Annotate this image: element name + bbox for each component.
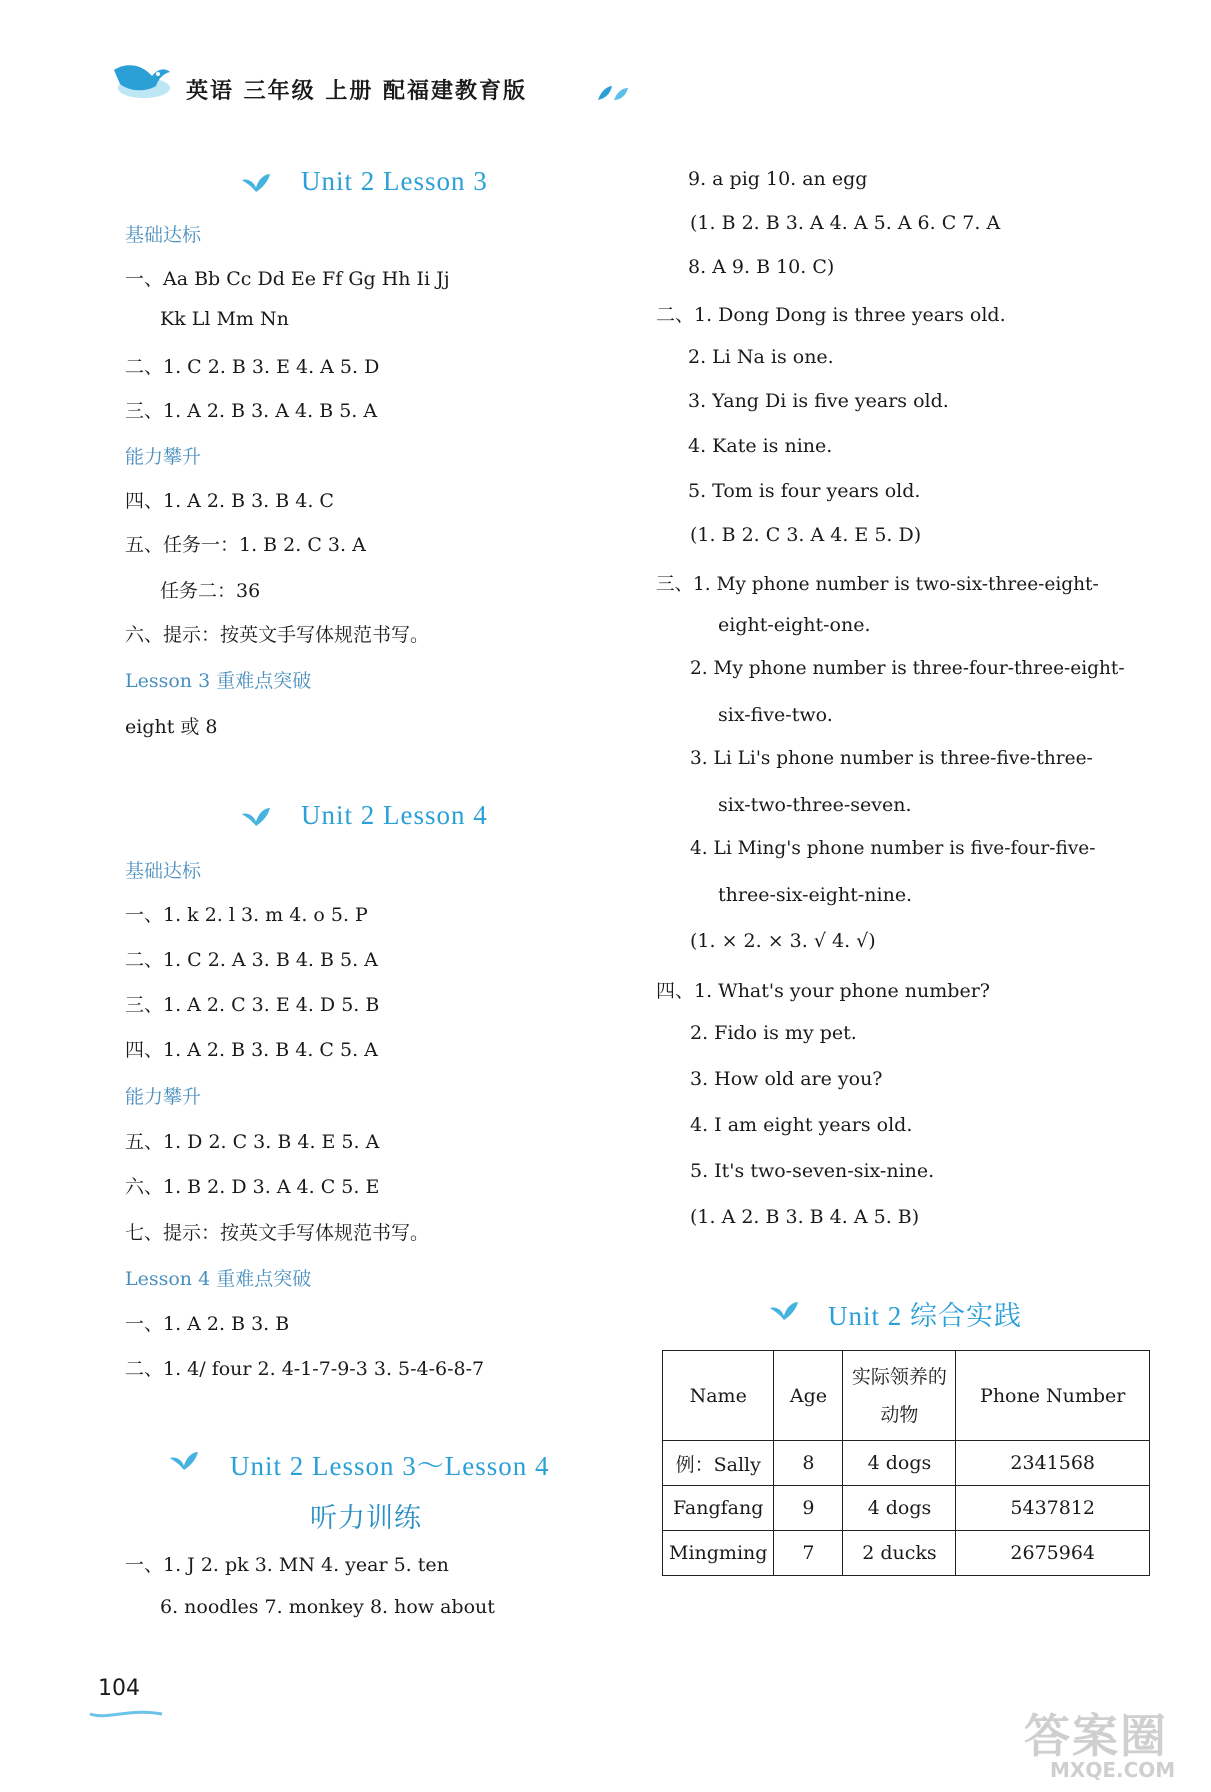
answer-line: 一、1. A 2. B 3. B <box>125 1313 290 1335</box>
table-cell: 7 <box>774 1531 843 1576</box>
sprout-icon <box>240 170 272 194</box>
table-header-row <box>663 1351 1150 1441</box>
answer-line: 4. I am eight years old. <box>690 1114 913 1136</box>
table-cell: Fangfang <box>663 1486 774 1531</box>
section-title-lesson4: Unit 2 Lesson 4 <box>301 800 488 830</box>
table-row <box>663 1486 1150 1531</box>
section-title-practice: Unit 2 综合实践 <box>828 1301 1023 1331</box>
answer-line: eight-eight-one. <box>718 614 871 636</box>
answer-line: 2. My phone number is three-four-three-eight- <box>690 658 1125 679</box>
answer-line: (1. B 2. C 3. A 4. E 5. D) <box>690 524 922 546</box>
answer-line: 4. Li Ming's phone number is five-four-five- <box>690 838 1096 859</box>
answer-line: 二、1. Dong Dong is three years old. <box>656 304 1006 326</box>
subsection-key-points: Lesson 3 重难点突破 <box>125 670 312 692</box>
table-cell: 例：Sally <box>663 1441 774 1486</box>
answer-line: 8. A 9. B 10. C) <box>688 256 835 278</box>
subsection-basic: 基础达标 <box>125 224 202 246</box>
answer-line: (1. B 2. B 3. A 4. A 5. A 6. C 7. A <box>690 212 1001 234</box>
answer-line: 六、提示：按英文手写体规范书写。 <box>125 624 430 646</box>
answer-line: (1. A 2. B 3. B 4. A 5. B) <box>690 1206 920 1228</box>
section-title-lesson3: Unit 2 Lesson 3 <box>301 166 488 196</box>
sprout-icon <box>768 1298 800 1322</box>
table-header: Phone Number <box>956 1351 1150 1441</box>
subsection-ability: 能力攀升 <box>125 446 202 468</box>
answer-line: 2. Li Na is one. <box>688 346 834 368</box>
answer-line: 3. How old are you? <box>690 1068 883 1090</box>
answer-line: six-five-two. <box>718 704 833 726</box>
answer-line: 二、1. C 2. A 3. B 4. B 5. A <box>125 949 378 971</box>
answer-line: 二、1. C 2. B 3. E 4. A 5. D <box>125 356 380 378</box>
answer-line: 6. noodles 7. monkey 8. how about <box>160 1596 495 1618</box>
table-cell: 8 <box>774 1441 843 1486</box>
answer-line: 四、1. A 2. B 3. B 4. C <box>125 490 334 512</box>
table-row <box>663 1441 1150 1486</box>
table-cell: 9 <box>774 1486 843 1531</box>
table-header: Name <box>663 1351 774 1441</box>
answer-line: 一、1. J 2. pk 3. MN 4. year 5. ten <box>125 1554 449 1576</box>
answer-line: eight 或 8 <box>125 716 218 738</box>
answer-line: 三、1. A 2. B 3. A 4. B 5. A <box>125 400 378 422</box>
answer-line: 二、1. 4/ four 2. 4-1-7-9-3 3. 5-4-6-8-7 <box>125 1358 485 1380</box>
answer-line: (1. × 2. × 3. √ 4. √) <box>690 930 876 952</box>
sprout-icon <box>240 804 272 828</box>
answer-line: six-two-three-seven. <box>718 794 912 816</box>
answer-line: 一、Aa Bb Cc Dd Ee Ff Gg Hh Ii Jj <box>125 268 450 290</box>
answer-line: 3. Li Li's phone number is three-five-three- <box>690 748 1093 769</box>
answer-line: 5. It's two-seven-six-nine. <box>690 1160 935 1182</box>
answer-line: 2. Fido is my pet. <box>690 1022 857 1044</box>
answer-line: 一、1. k 2. l 3. m 4. o 5. P <box>125 904 368 926</box>
page-number: 104 <box>98 1676 140 1701</box>
answer-line: 4. Kate is nine. <box>688 435 833 457</box>
answer-line: 六、1. B 2. D 3. A 4. C 5. E <box>125 1176 380 1198</box>
answer-line: 3. Yang Di is five years old. <box>688 390 949 412</box>
answer-line: 5. Tom is four years old. <box>688 480 921 502</box>
watermark-logo: 答案圈 <box>1024 1709 1168 1763</box>
table-cell: Mingming <box>663 1531 774 1576</box>
table-cell: 2 ducks <box>843 1531 956 1576</box>
answer-line: 五、1. D 2. C 3. B 4. E 5. A <box>125 1131 380 1153</box>
answer-line: 五、任务一：1. B 2. C 3. A <box>125 534 366 556</box>
answer-line: 任务二：36 <box>160 580 261 602</box>
leaf-icon <box>596 82 630 104</box>
bird-logo-icon <box>108 58 174 104</box>
table-cell: 5437812 <box>956 1486 1150 1531</box>
table-cell: 2675964 <box>956 1531 1150 1576</box>
practice-table <box>662 1350 1150 1576</box>
section-subtitle-listening: 听力训练 <box>310 1503 422 1533</box>
answer-line: Kk Ll Mm Nn <box>160 308 289 330</box>
subsection-key-points: Lesson 4 重难点突破 <box>125 1268 312 1290</box>
table-cell: 4 dogs <box>843 1486 956 1531</box>
answer-line: 四、1. A 2. B 3. B 4. C 5. A <box>125 1039 378 1061</box>
subsection-ability: 能力攀升 <box>125 1086 202 1108</box>
table-cell: 4 dogs <box>843 1441 956 1486</box>
page-number-underline <box>88 1708 164 1722</box>
table-header: 实际领养的动物 <box>843 1351 956 1441</box>
subsection-basic: 基础达标 <box>125 860 202 882</box>
sprout-icon <box>168 1448 200 1472</box>
answer-line: 四、1. What's your phone number? <box>656 980 990 1002</box>
watermark-url: MXQE.COM <box>1050 1758 1176 1782</box>
table-header: Age <box>774 1351 843 1441</box>
answer-line: 三、1. A 2. C 3. E 4. D 5. B <box>125 994 380 1016</box>
answer-line: three-six-eight-nine. <box>718 884 913 906</box>
answer-line: 七、提示：按英文手写体规范书写。 <box>125 1222 430 1244</box>
answer-line: 9. a pig 10. an egg <box>688 168 868 190</box>
answer-line: 三、1. My phone number is two-six-three-eight- <box>656 574 1099 595</box>
table-cell: 2341568 <box>956 1441 1150 1486</box>
header-title: 英语 三年级 上册 配福建教育版 <box>186 79 527 104</box>
section-title-listening: Unit 2 Lesson 3～Lesson 4 <box>230 1451 550 1481</box>
table-row <box>663 1531 1150 1576</box>
